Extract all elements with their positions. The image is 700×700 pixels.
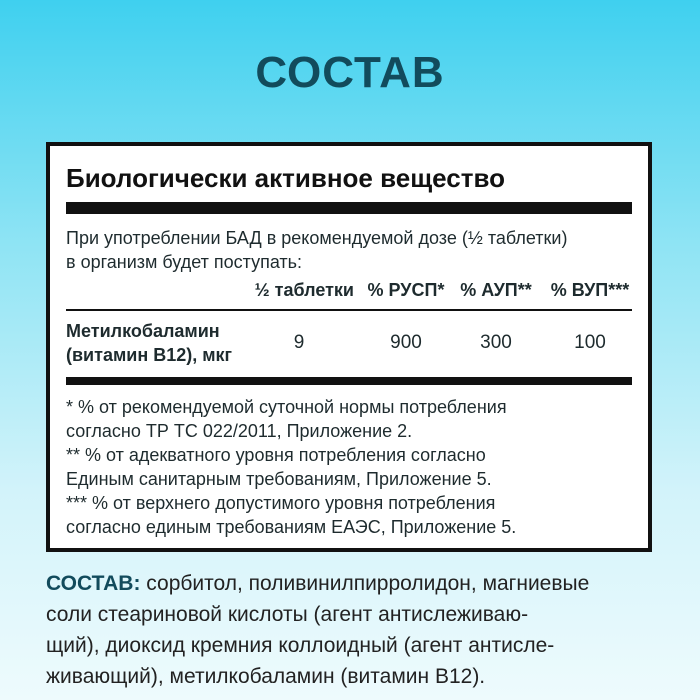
column-header-vup: % ВУП*** <box>550 280 630 300</box>
footnote-line: *** % от верхнего допустимого уровня потребления <box>66 493 496 513</box>
column-header-rusp: % РУСП* <box>367 280 445 300</box>
table-row <box>66 311 632 385</box>
substance-name <box>66 319 238 367</box>
column-headers <box>66 280 632 311</box>
substance-name-line: (витамин В12), мкг <box>66 345 233 365</box>
rusp-value: 900 <box>390 332 422 353</box>
composition-line: щий), диоксид кремния коллоидный (агент антисле- <box>46 634 555 657</box>
footnote-line: Единым санитарным требованиям, Приложение 5. <box>66 469 492 489</box>
column-header-dose: ½ таблетки <box>254 280 354 300</box>
page-title: СОСТАВ <box>255 48 445 97</box>
panel-header: Биологически активное вещество <box>66 160 632 214</box>
footnotes <box>66 395 632 539</box>
composition-line-text: сорбитол, поливинилпирролидон, магниевые <box>140 572 590 595</box>
column-header-aup: % АУП** <box>460 280 532 300</box>
composition-line: живающий), метилкобаламин (витамин В12). <box>46 665 486 688</box>
vup-value: 100 <box>574 332 606 353</box>
intro-line: При употреблении БАД в рекомендуемой дозе (½ таблетки) <box>66 228 568 248</box>
aup-value: 300 <box>480 332 512 353</box>
dose-value: 9 <box>293 332 305 353</box>
substance-name-line: Метилкобаламин <box>66 321 220 341</box>
intro-text <box>66 226 632 274</box>
footnote-line: * % от рекомендуемой суточной нормы потребления <box>66 397 507 417</box>
composition-label: СОСТАВ: <box>46 572 141 595</box>
intro-line: в организм будет поступать: <box>66 252 303 272</box>
composition-text <box>46 568 666 692</box>
composition-line <box>46 568 666 599</box>
column-header-name <box>66 280 238 301</box>
composition-line: соли стеариновой кислоты (агент антислеживаю- <box>46 603 529 626</box>
footnote-line: согласно единым требованиям ЕАЭС, Приложение 5. <box>66 517 517 537</box>
footnote-line: ** % от адекватного уровня потребления согласно <box>66 445 486 465</box>
footnote-line: согласно ТР ТС 022/2011, Приложение 2. <box>66 421 413 441</box>
supplement-facts-panel <box>46 142 652 552</box>
